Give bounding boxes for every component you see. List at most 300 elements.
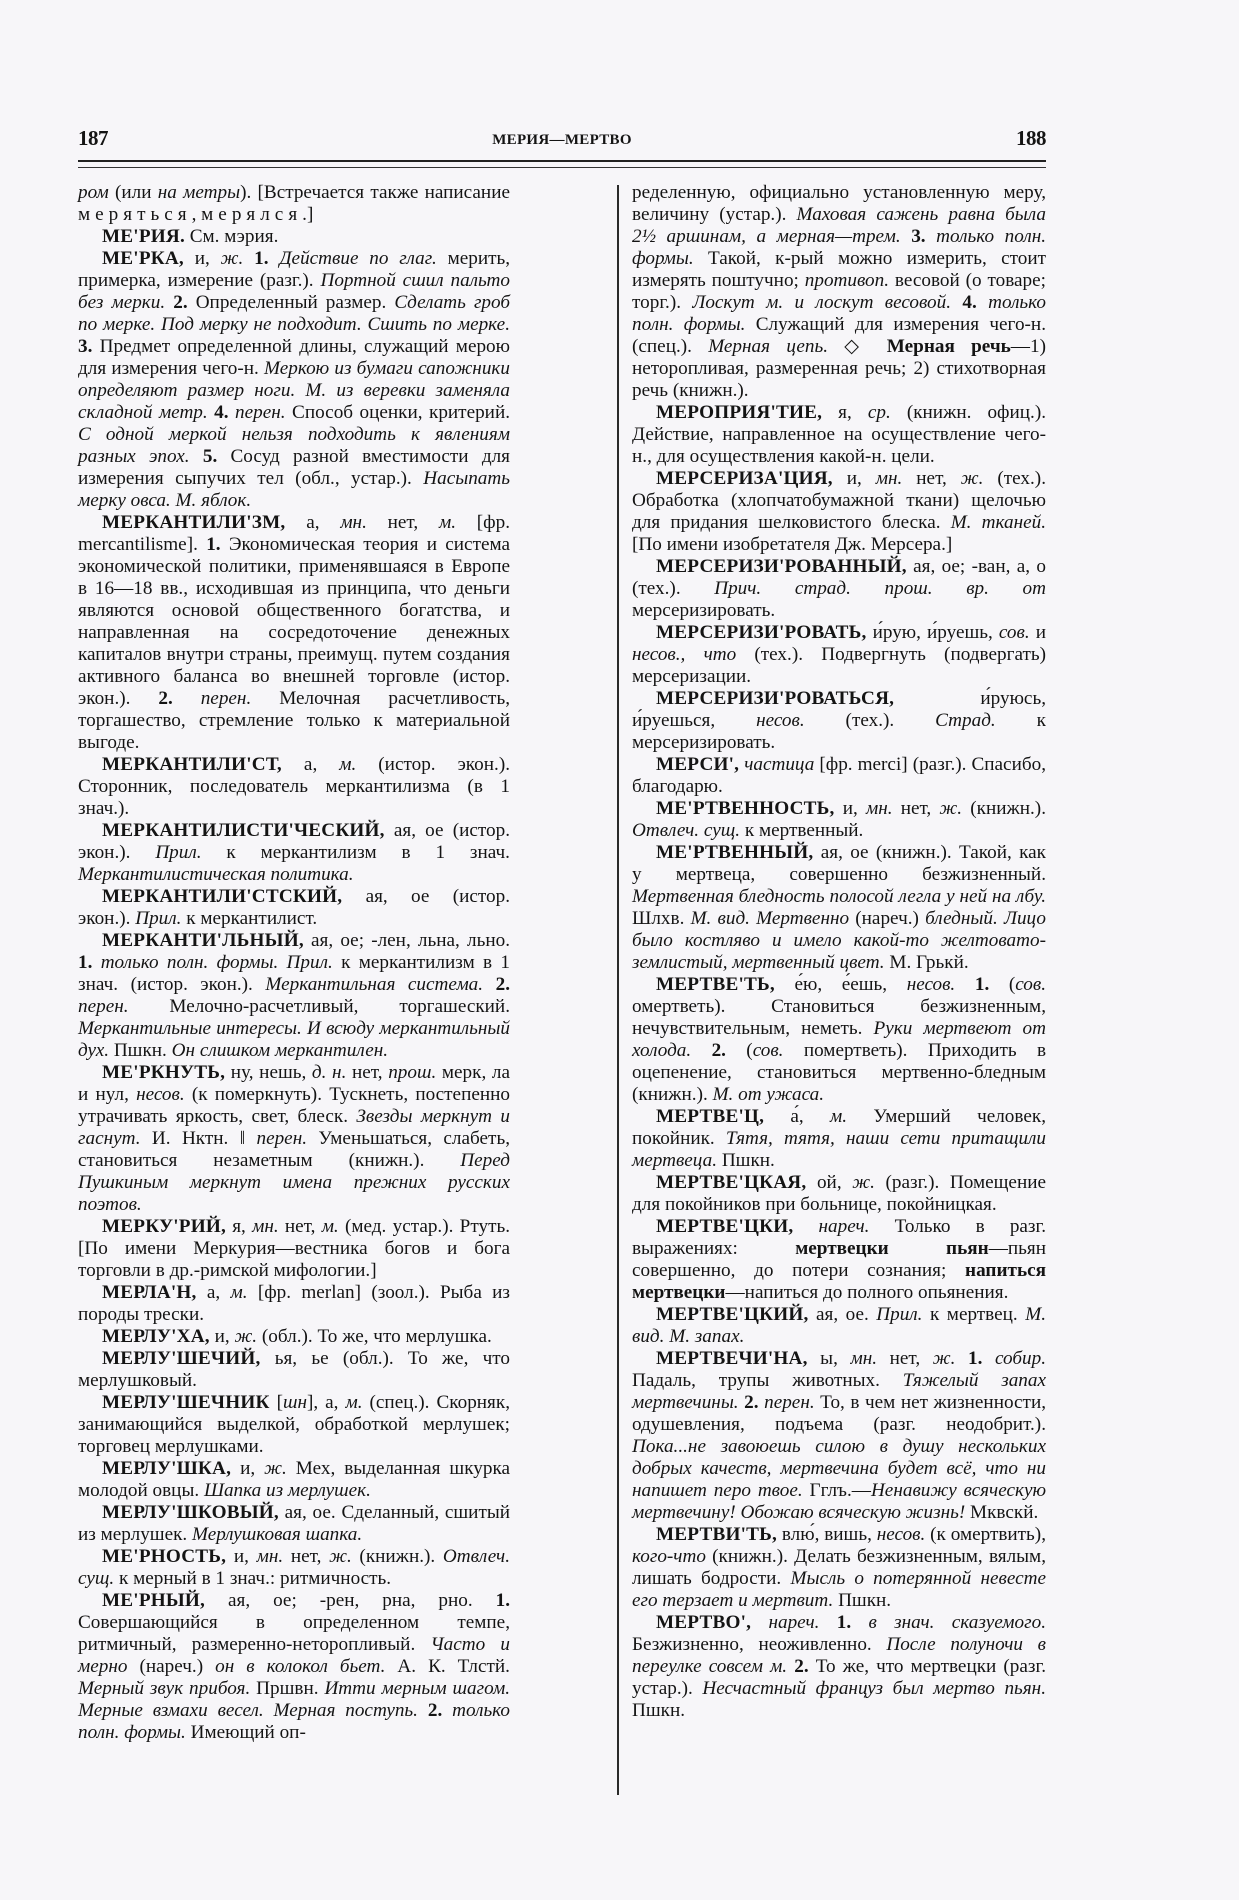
entry-text: (тех.). Обработка (хлопчатобумажной ткани) щелочью для придания шелковистого блеска. [632,468,1046,533]
entry-text: а, [196,1282,231,1303]
entry-text: .] [302,204,314,225]
entry-text: нет, [902,468,961,489]
italic-text: м. [830,1106,848,1127]
entry-text: Имеющий оп- [185,1722,306,1743]
italic-text: Отвлеч. сущ. [78,1546,510,1589]
entry-text: А. К. Тлстй. [385,1656,510,1677]
entry-text: Пшкн. [717,1150,775,1171]
entry-text: Мелочная расчетливость, торгашество, стремление только к материальной выгоде. [78,688,510,753]
dictionary-entry [78,1326,510,1348]
italic-text: Руки мертвеют от холода. [632,1018,1046,1061]
italic-text: Пока...не завоюешь силою в душу нескольких добрых качеств, мертвечина будет всё, что ни напишет перо твое. [632,1436,1046,1501]
entry-text: нет, [877,1348,933,1369]
italic-text: несов. [756,710,805,731]
dictionary-entry [78,512,510,754]
entry-text: ы, [807,1348,851,1369]
entry-continuation [632,182,1046,402]
dictionary-entry [632,1172,1046,1216]
italic-text: ж. [939,798,963,819]
left-column [78,182,510,1744]
italic-text: только полн. формы. [78,1700,511,1743]
entry-text: ( [725,1040,753,1061]
entry-text: ). [Встречается также написание [240,182,510,203]
italic-text: М. от ужаса. [712,1084,825,1105]
italic-text: мн. [865,798,893,819]
entry-text: , [191,204,202,225]
bold-text: 3. [78,336,93,357]
entry-text: (к омертвить), [925,1524,1046,1545]
italic-text: Шапка из мерлушек. [203,1480,371,1501]
italic-text: м. [339,754,357,775]
entry-text: к меркантилизм в 1 знач. [201,842,510,863]
italic-text: Меркантильные интересы. И всюду меркантильный дух. [78,1018,510,1061]
entry-text: к мертвенный. [740,820,864,841]
bold-text: 1. [974,974,990,995]
bold-text: 1. [495,1590,510,1611]
right-column [632,182,1046,1722]
italic-text: М. тканей. [950,512,1047,533]
italic-text: мн. [340,512,367,533]
italic-text: С одной меркой нельзя подходить к явлениям разных эпох. [78,424,510,467]
entry-text: Только в разг. выражениях: [632,1216,1047,1259]
italic-text: Он слишком меркантилен. [171,1040,389,1061]
entry-text: Уменьшаться, слабеть, становиться незаметным (книжн.). [78,1128,510,1171]
italic-text: только полн. формы. Прил. [100,952,333,973]
italic-text: ж. [960,468,984,489]
entry-text [819,1612,836,1633]
headword: МЕ'РНЫЙ, [102,1590,206,1611]
bold-text: 2. [427,1700,443,1721]
entry-text: ая, ое (истор. экон.). [78,820,510,863]
bold-text: 1. [206,534,221,555]
entry-text [483,974,496,995]
italic-text: частица [744,754,815,775]
dictionary-entry [78,1392,510,1458]
italic-text: м. [230,1282,248,1303]
italic-text: нареч. [818,1216,870,1237]
bold-text: 2. [495,974,511,995]
bold-text: 1. [254,248,269,269]
headword: МЕРТВЕЧИ'НА, [656,1348,808,1369]
italic-text: в знач. сказуемого. [868,1612,1047,1633]
entry-text: Пшкн. [632,1700,686,1721]
dictionary-entry [78,1502,510,1546]
bold-text: 4. [962,292,977,313]
headword: МЕ'РТВЕННЫЙ, [656,842,814,863]
entry-text: помертветь). Приходить в оцепенение, становиться мертвенно-бледным (книжн.). [632,1040,1047,1105]
italic-text: перен. [78,996,129,1017]
italic-text: Меркою из бумаги сапожники определяют размер ноги. М. из веревки заменяла складной метр. [78,358,510,423]
italic-text: нареч. [768,1612,820,1633]
bold-text: 2. [711,1040,726,1061]
headword: МЕ'РИЯ. [102,226,185,247]
entry-text: (или [108,182,158,203]
entry-text: [фр. merci] (разг.). Спасибо, благодарю. [632,754,1046,797]
italic-text: на метры [157,182,241,203]
italic-text: несов. [906,974,956,995]
italic-text: мн. [850,1348,878,1369]
italic-text: перен. [200,688,252,709]
dictionary-entry [632,1612,1046,1722]
headword: МЕ'РНОСТЬ, [102,1546,227,1567]
headword: МЕРЛУ'ХА, [102,1326,210,1347]
dictionary-entry [78,226,510,248]
entry-text: нет, [346,1062,389,1083]
italic-text: Тяжелый запах мертвечины. [632,1370,1046,1413]
entry-text: ой, [806,1172,853,1193]
dictionary-entry [632,1106,1046,1172]
dictionary-entry [632,622,1046,688]
bold-text: 1. [968,1348,983,1369]
bold-text: 2. [794,1656,809,1677]
italic-text: ж. [329,1546,352,1567]
headword: МЕРЛУ'ШКА, [102,1458,232,1479]
italic-text: несов. [136,1084,185,1105]
entry-text: и [1029,622,1046,643]
bold-text: 1. [78,952,93,973]
entry-text: влю́, вишь, [777,1524,877,1545]
entry-text: То же, что мертвецки (разг. устар.). [632,1656,1046,1699]
headword: МЕРТВЕ'ТЬ, [656,974,775,995]
italic-text: После полуночи в переулке совсем м. [632,1634,1046,1677]
italic-text: М. вид. М. запах. [632,1304,1046,1347]
italic-text: Сделать гроб по мерке. Под мерку не подходит. Сшить по мерке. [78,292,511,335]
italic-text: собир. [994,1348,1046,1369]
headword: МЕРКАНТИ'ЛЬНЫЙ, [102,930,304,951]
entry-text: я, [822,402,868,423]
entry-text: (разг.). Помещение для покойников при больнице, покойницкая. [632,1172,1046,1215]
entry-text [442,1700,452,1721]
spaced-text: мерялся [201,204,303,225]
bold-text: 2. [744,1392,759,1413]
dictionary-entry [632,556,1046,622]
headword: МЕРКАНТИЛИ'СТ, [102,754,282,775]
entry-text: ая, ое (книжн.). Такой, как у мертвеца, совершенно безжизненный. [632,842,1046,885]
page-header [78,118,1046,168]
italic-text: Тятя, тятя, наши сети притащили мертвеца. [632,1128,1046,1171]
entry-text: (нареч.) [127,1656,216,1677]
bold-text: 1. [836,1612,852,1633]
entry-text: Экономическая теория и система экономической политики, применявшаяся в Европе в 16—18 вв., исходившая из принципа, что деньги являются основой общественного богатства, и направленная на сосредоточение денежных капиталов внутри страны, преимущ. путем создания активного баланса во внешней торговле (истор. экон.). [78,534,510,709]
entry-text: Безжизненно, неоживленно. [632,1634,887,1655]
entry-text: (истор. экон.). Сторонник, последователь меркантилизма (в 1 знач.). [78,754,510,819]
italic-text: Мерлушковая шапка. [192,1524,363,1545]
headword: МЕРТВЕ'ЦКИ, [656,1216,794,1237]
entry-text: Мех, выделанная шкурка молодой овцы. [78,1458,510,1501]
headword: МЕРСЕРИЗА'ЦИЯ, [656,468,833,489]
dictionary-entry [632,974,1046,1106]
headword: МЕРСЕРИЗИ'РОВАННЫЙ, [656,556,907,577]
entry-text [418,1700,428,1721]
entry-text: к мерный в 1 знач.: ритмичность. [114,1568,392,1589]
italic-text: Прил. [155,842,202,863]
italic-text: прош. [388,1062,437,1083]
entry-text [955,1348,968,1369]
italic-text: Часто и мерно [78,1634,510,1677]
entry-text: Шлхв. [632,908,691,929]
entry-text: ], а, [306,1392,346,1413]
italic-text: кого-что [632,1546,706,1567]
entry-text: Падаль, трупы животных. [632,1370,903,1391]
headword: МЕРКУ'РИЙ, [102,1216,226,1237]
italic-text: мн. [256,1546,284,1567]
entry-text: Способ оценки, критерий. [285,402,511,423]
entry-text: ая, ое; -ван, а, о (тех.). [632,556,1046,599]
headword: МЕРТВО', [656,1612,752,1633]
entry-text [190,446,203,467]
bold-text: Мерная речь [886,336,1011,357]
italic-text: противоп. [804,270,890,291]
entry-text: ну, нешь, [225,1062,312,1083]
headword: МЕРЛУ'ШЕЧНИК [102,1392,270,1413]
italic-text: Прил. [135,908,182,929]
entry-text: весовой (о товаре; торг.). [632,270,1046,313]
entry-text [926,226,937,247]
entry-text: и, [231,1458,265,1479]
entry-text: и, [226,1546,257,1567]
italic-text: Мерная цепь. [708,336,829,357]
entry-text: [фр. mercantilisme]. [78,512,510,555]
headword: МЕРКАНТИЛИ'СТСКИЙ, [102,886,343,907]
dictionary-entry [78,754,510,820]
dictionary-entry [78,1590,510,1744]
italic-text: ж. [932,1348,956,1369]
entry-text [793,1216,818,1237]
dictionary-entry [632,688,1046,754]
entry-text: Пршвн. [250,1678,325,1699]
entry-text: ая, ое; -рен, рна, рно. [205,1590,496,1611]
entry-text: См. мэрия. [184,226,279,247]
entry-text [269,248,280,269]
entry-text: То, в чем нет жизненности, одушевления, подъема (разг. неодобрит.). [632,1392,1047,1435]
entry-text: Служащий для измерения чего-н. (спец.). [632,314,1046,357]
entry-text: ая, ое. Сделанный, сшитый из мерлушек. [78,1502,510,1545]
dictionary-entry [78,930,510,1062]
italic-text: д. н. [311,1062,347,1083]
entry-text: ая, ое. [808,1304,877,1325]
entry-text: Мквскй. [965,1502,1039,1523]
italic-text: Мерный звук прибоя. [78,1678,251,1699]
entry-text: Предмет определенной длины, служащий мерою для измерения чего-н. [78,336,510,379]
italic-text: несов., что [632,644,737,665]
dictionary-entry [632,1216,1046,1304]
entry-text: Определенный размер. [187,292,395,313]
dictionary-entry [632,1304,1046,1348]
entry-text: к меркантилизм в 1 знач. (истор. экон.). [78,952,510,995]
headword: МЕРЛУ'ШЕЧИЙ, [102,1348,261,1369]
entry-text [982,1348,995,1369]
italic-text: шн [282,1392,307,1413]
italic-text: м. [438,512,456,533]
headword: МЕРСЕРИЗИ'РОВАТЬСЯ, [656,688,895,709]
italic-text: ж. [220,248,244,269]
spaced-text: меряться [78,204,192,225]
bold-text: 4. [214,402,229,423]
italic-text: Звезды меркнут и гаснут. [78,1106,511,1149]
entry-text [901,226,912,247]
italic-text: Меркантильная система. [265,974,484,995]
dictionary-entry [78,1458,510,1502]
italic-text: Лоскут м. и лоскут весовой. [692,292,952,313]
entry-text: и́рую, и́руешь, [866,622,999,643]
dictionary-entry [632,754,1046,798]
italic-text: мн. [875,468,903,489]
entry-text [92,952,100,973]
dictionary-entry [78,820,510,886]
dictionary-entry [78,1348,510,1392]
headword: МЕРСИ', [656,754,740,775]
italic-text: Несчастный француз был мертво пьян. [702,1678,1047,1699]
entry-text: (тех.). Подвергнуть (подвергать) мерсеризации. [632,644,1046,687]
entry-text: [По имени изобретателя Дж. Мерсера.] [632,534,953,555]
dictionary-entry [78,1062,510,1216]
headword: МЕРЛУ'ШКОВЫЙ, [102,1502,279,1523]
italic-text: несов. [876,1524,926,1545]
italic-text: бледный. Лицо было костляво и имело какой-то желтовато-землистый, мертвенный цвет. [632,908,1046,973]
dictionary-entry [78,248,510,512]
bold-text: мертвецки пьян [795,1238,989,1259]
entry-text: (книжн.). [351,1546,443,1567]
italic-text: Портной сшил пальто без мерки. [78,270,510,313]
entry-text [851,1612,868,1633]
entry-text: (нареч.) [849,908,926,929]
right-page-number: 188 [1016,126,1046,150]
entry-text: к меркантилист. [181,908,318,929]
running-head: МЕРИЯ—МЕРТВО [492,132,632,148]
entry-text: (спец.). Скорняк, занимающийся выделкой, обработкой мерлушек; торговец мерлушками. [78,1392,511,1457]
dictionary-entry [632,468,1046,556]
headword: МЕРКАНТИЛИСТИ'ЧЕСКИЙ, [102,820,385,841]
italic-text: только полн. формы. [632,226,1047,269]
italic-text: Действие по глаг. [279,248,437,269]
entry-text [691,1040,711,1061]
italic-text: мн. [252,1216,279,1237]
dictionary-entry [78,1216,510,1282]
entry-text: нет, [283,1546,330,1567]
headword: МЕРСЕРИЗИ'РОВАТЬ, [656,622,867,643]
italic-text: ром [78,182,109,203]
entry-text: ая, ое; -лен, льна, льно. [303,930,510,951]
left-page-number: 187 [78,126,108,150]
bold-text: 2. [173,292,188,313]
entry-text: мерк, ла и нул, [78,1062,510,1105]
italic-text: Страд. [935,710,996,731]
italic-text: Перед Пушкиным меркнут имена прежних русских поэтов. [78,1150,510,1215]
entry-text: Гглъ.— [802,1480,871,1501]
entry-text: и, [834,798,866,819]
entry-text: (тех.). [804,710,936,731]
entry-text: ◇ [828,336,887,357]
entry-text: (книжн. офиц.). Действие, направленное на осуществление чего-н., для осуществления какой-н. цели. [632,402,1046,467]
italic-text: ж. [264,1458,287,1479]
headword: МЕРТВИ'ТЬ, [656,1524,777,1545]
italic-text: Мысль о потерянной невесте его терзает и мертвит. [632,1568,1046,1611]
bold-text: 3. [911,226,926,247]
entry-text: я, [225,1216,253,1237]
entry-text: и, [209,1326,235,1347]
entry-text: нет, [892,798,940,819]
entry-text: а, [285,512,341,533]
entry-text: мерсеризировать. [632,600,776,621]
dictionary-entry [78,1546,510,1590]
entry-text: Умерший человек, покойник. [632,1106,1046,1149]
entry-text: Сосуд разной вместимости для измерения сыпучих тел (обл., устар.). [78,446,511,489]
entry-text: (книжн.). [962,798,1046,819]
entry-text: —1) неторопливая, размеренная речь; 2) стихотворная речь (книжн.). [632,336,1046,401]
entry-text: и, [832,468,876,489]
entry-text: —напиться до полного опьянения. [725,1282,1009,1303]
italic-text: Мертвенная бледность полосой легла у ней на лбу. [632,886,1046,907]
entry-text [751,1612,768,1633]
italic-text: перен. [764,1392,815,1413]
italic-text: Меркантилистическая политика. [78,864,354,885]
entry-text: ределенную, официально установленную меру, величину (устар.). [632,182,1046,225]
italic-text: сов. [998,622,1030,643]
entry-text: а́, [764,1106,830,1127]
entry-text: [фр. merlan] (зоол.). Рыба из породы трески. [78,1282,510,1325]
entry-text: и́руюсь, и́руешься, [632,688,1046,731]
italic-text: ж. [852,1172,875,1193]
entry-text [173,688,201,709]
headword: МЕ'РТВЕННОСТЬ, [656,798,835,819]
dictionary-entry [632,1348,1046,1524]
headword: МЕРТВЕ'ЦКАЯ, [656,1172,807,1193]
italic-text: сов. [1015,974,1046,995]
entry-text [951,292,962,313]
entry-text: Пшкн. [109,1040,172,1061]
dictionary-entry [632,402,1046,468]
dictionary-entry [632,842,1046,974]
bold-text: 5. [202,446,218,467]
italic-text: Прил. [876,1304,923,1325]
entry-text: (обл.). То же, что мерлушка. [257,1326,492,1347]
dictionary-entry [78,1282,510,1326]
headword: МЕРТВЕ'Ц, [656,1106,765,1127]
entry-text: Мелочно-расчетливый, торгашеский. [128,996,510,1017]
italic-text: Насыпать мерку овса. М. яблок. [78,468,510,511]
dictionary-entry [632,798,1046,842]
italic-text: он в колокол бьет. [215,1656,386,1677]
italic-text: Прич. страд. прош. вр. от [714,578,1046,599]
entry-text: к мертвец. [922,1304,1026,1325]
entry-text: омертветь). Становиться безжизненным, нечувствительным, неметь. [632,996,1046,1039]
italic-text: только полн. формы. [632,292,1047,335]
italic-text: Маховая сажень равна была 2½ аршинам, а мерная—трем. [632,204,1046,247]
dictionary-entry [78,886,510,930]
entry-text: к мерсеризировать. [632,710,1046,753]
entry-text: ья, ье (обл.). То же, что мерлушковый. [78,1348,510,1391]
header-double-rule [78,160,1046,168]
entry-text [243,248,254,269]
italic-text: сов. [752,1040,784,1061]
entry-text: ая, ое (истор. экон.). [78,886,510,929]
italic-text: ж. [234,1326,258,1347]
entry-text: М. Грькй. [884,952,969,973]
entry-text: а, [281,754,340,775]
entry-text: (мед. устар.). Ртуть. [По имени Меркурия—вестника богов и бога торговли в др.-римской мифологии.] [78,1216,511,1281]
entry-text: Такой, к-рый можно измерить, стоит измерять поштучно; [632,248,1046,291]
headword: МЕРТВЕ'ЦКИЙ, [656,1304,809,1325]
entry-continuation [78,182,510,226]
entry-text [977,292,988,313]
entry-text: (книжн.). Делать безжизненным, вялым, лишать бодрости. [632,1546,1046,1589]
entry-text: —пьян совершенно, до потери сознания; [632,1238,1046,1281]
italic-text: м. [321,1216,339,1237]
entry-text [955,974,975,995]
entry-text: нет, [366,512,439,533]
entry-text: [ [269,1392,283,1413]
headword: МЕРКАНТИЛИ'ЗМ, [102,512,286,533]
